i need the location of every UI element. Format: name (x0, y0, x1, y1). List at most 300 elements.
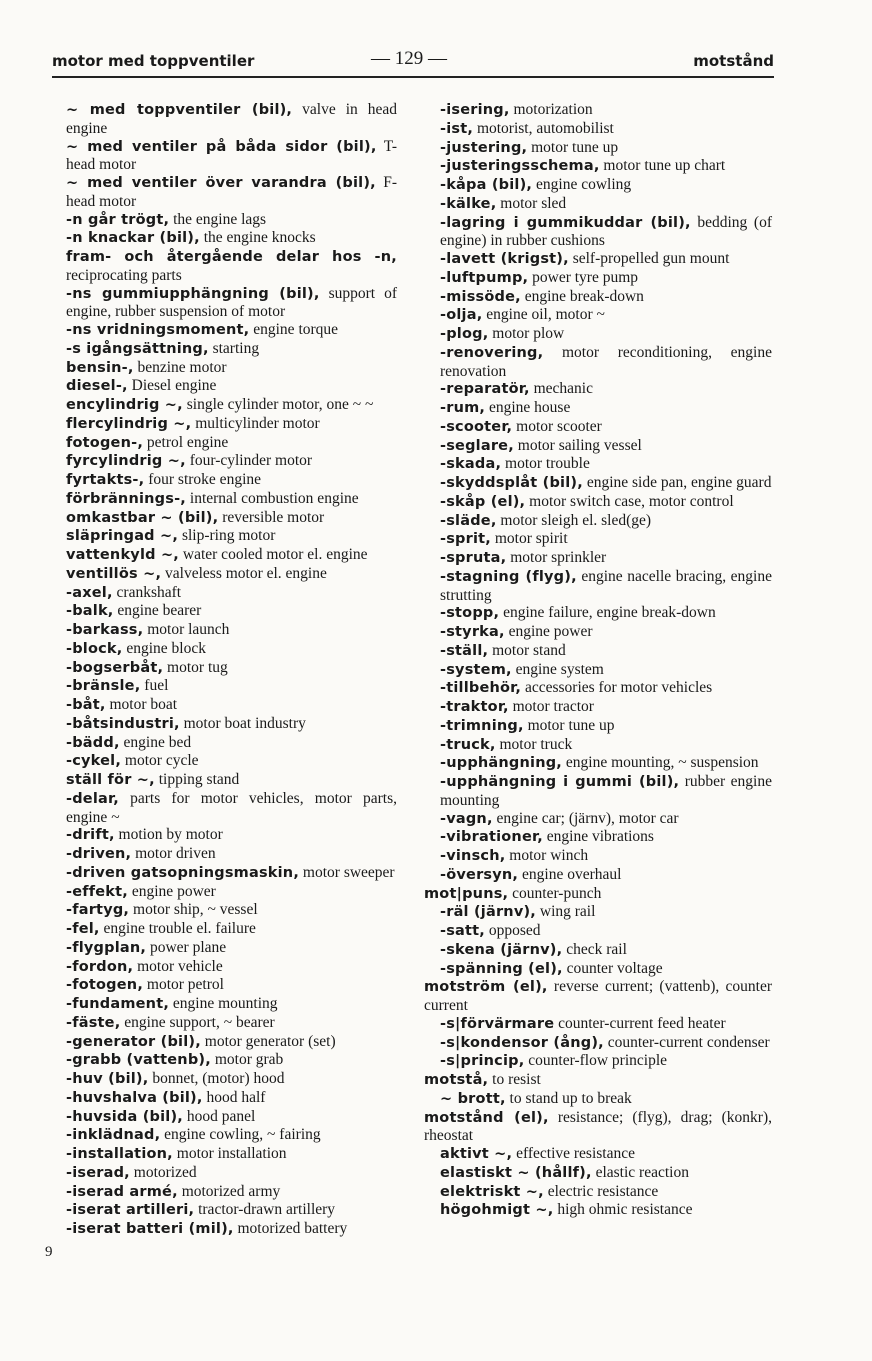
entry-translation: motor tune up chart (599, 157, 726, 175)
entry-translation: motor petrol (143, 976, 224, 994)
dictionary-entry (440, 922, 772, 941)
dictionary-entry (66, 248, 397, 285)
dictionary-entry (440, 437, 772, 456)
dictionary-entry (66, 359, 397, 378)
entry-term: flercylindrig ~, (66, 415, 192, 432)
entry-term: ~ brott, (440, 1090, 506, 1107)
entry-translation: electric resistance (543, 1182, 659, 1200)
entry-term: -truck, (440, 736, 496, 753)
entry-term: -justeringsschema, (440, 158, 600, 175)
dictionary-entry (440, 828, 772, 847)
entry-term: -huvshalva (bil), (66, 1089, 203, 1106)
entry-term: -reparatör, (440, 381, 530, 398)
entry-term: -huv (bil), (66, 1071, 149, 1087)
entry-term: -generator (bil), (66, 1033, 201, 1050)
entry-term: -driven, (66, 846, 132, 862)
page-header (52, 50, 774, 74)
entry-translation: counter-current condenser (603, 1033, 770, 1051)
dictionary-entry (440, 1090, 772, 1109)
entry-translation: engine failure, engine break-down (499, 604, 716, 622)
dictionary-entry (66, 1108, 397, 1127)
entry-term: ~ med ventiler över varandra (bil), (66, 175, 376, 191)
entry-term: -rum, (440, 400, 486, 416)
entry-translation: motor tune up (523, 716, 615, 734)
entry-term: motstånd (el), (424, 1109, 549, 1126)
dictionary-entry (440, 157, 772, 176)
entry-term: ~ med toppventiler (bil), (66, 102, 293, 118)
entry-term: ventillös ~, (66, 565, 162, 582)
entry-translation: starting (208, 339, 260, 357)
entry-term: högohmigt ~, (440, 1202, 554, 1219)
dictionary-entry (440, 549, 772, 568)
entry-term: aktivt ~, (440, 1146, 513, 1162)
entry-translation: reciprocating parts (66, 266, 182, 284)
dictionary-entry (66, 883, 397, 902)
entry-translation: motion by motor (114, 826, 223, 844)
entry-translation: engine power (504, 623, 593, 640)
entry-term: -fartyg, (66, 902, 130, 919)
entry-translation: wing rail (536, 903, 596, 921)
entry-term: ~ med ventiler på båda sidor (bil), (66, 138, 377, 155)
entry-term: -vinsch, (440, 848, 506, 864)
entry-translation: valveless motor el. engine (161, 564, 327, 582)
entry-translation: mechanic (529, 380, 593, 398)
dictionary-entry (440, 474, 772, 493)
entry-term: -skåp (el), (440, 493, 526, 510)
entry-term: -bränsle, (66, 678, 141, 695)
entry-translation: counter-current feed heater (554, 1014, 726, 1032)
dictionary-entry (66, 415, 397, 434)
entry-term: -s|princip, (440, 1053, 525, 1070)
entry-term: förbrännings-, (66, 490, 187, 507)
entry-translation: F-head motor (66, 174, 397, 210)
dictionary-entry (440, 604, 772, 623)
entry-translation: fuel (140, 677, 169, 695)
entry-translation: motor cycle (121, 752, 199, 770)
entry-term: -balk, (66, 603, 114, 620)
dictionary-entry (66, 527, 397, 546)
entry-translation: motor trouble (501, 455, 590, 473)
entry-term: -missöde, (440, 288, 521, 305)
entry-translation: support of engine, rubber suspension of motor (66, 284, 397, 321)
entry-term: -iserat artilleri, (66, 1202, 195, 1219)
entry-translation: counter-punch (508, 884, 602, 902)
dictionary-entry (440, 568, 772, 605)
dictionary-entry (66, 546, 397, 565)
dictionary-entry (440, 960, 772, 979)
dictionary-entry (66, 229, 397, 248)
entry-translation: counter voltage (562, 959, 663, 977)
dictionary-entry (66, 584, 397, 603)
entry-translation: engine overhaul (518, 865, 622, 883)
dictionary-entry (66, 452, 397, 471)
dictionary-entry (440, 810, 772, 829)
entry-term: -n går trögt, (66, 211, 170, 228)
dictionary-entry (440, 1052, 772, 1071)
dictionary-entry (66, 939, 397, 958)
dictionary-entry (440, 847, 772, 866)
dictionary-entry (440, 661, 772, 680)
entry-term: -fel, (66, 921, 100, 937)
entry-term: -skyddsplåt (bil), (440, 475, 583, 491)
entry-translation: motor launch (143, 621, 230, 638)
entry-translation: engine break-down (520, 287, 644, 305)
dictionary-entry (440, 288, 772, 307)
entry-translation: engine system (511, 660, 604, 678)
entry-translation: to stand up to break (505, 1089, 632, 1107)
dictionary-entry (424, 978, 772, 1015)
dictionary-entry (66, 509, 397, 528)
dictionary-entry (66, 1220, 397, 1239)
dictionary-entry (440, 717, 772, 736)
dictionary-entry (440, 1034, 772, 1053)
entry-term: -vagn, (440, 810, 493, 827)
entry-term: -sprit, (440, 531, 491, 548)
dictionary-entry (440, 512, 772, 531)
entry-translation: motor boat industry (179, 714, 306, 732)
entry-translation: the engine knocks (199, 229, 316, 247)
entry-term: elastiskt ~ (hållf), (440, 1164, 592, 1181)
entry-term: -stagning (flyg), (440, 568, 577, 585)
entry-translation: motor winch (505, 847, 589, 864)
entry-term: -styrka, (440, 624, 505, 640)
entry-term: -grabb (vattenb), (66, 1052, 211, 1069)
entry-term: -släde, (440, 512, 497, 529)
dictionary-entry (440, 380, 772, 399)
dictionary-entry (66, 677, 397, 696)
entry-term: -satt, (440, 923, 486, 939)
entry-translation: motor tractor (508, 698, 594, 715)
dictionary-entry (66, 771, 397, 790)
dictionary-entry (66, 602, 397, 621)
entry-term: -upphängning i gummi (bil), (440, 774, 680, 790)
dictionary-entry (440, 941, 772, 960)
entry-translation: slip-ring motor (178, 527, 276, 545)
entry-term: -båtsindustri, (66, 715, 180, 732)
dictionary-entry (440, 754, 772, 773)
entry-term: fyrtakts-, (66, 472, 145, 488)
entry-term: -flygplan, (66, 939, 147, 956)
entry-translation: the engine lags (169, 210, 267, 228)
dictionary-entry (440, 642, 772, 661)
dictionary-entry (66, 826, 397, 845)
entry-translation: high ohmic resistance (553, 1201, 693, 1219)
entry-translation: motor boat (105, 696, 178, 713)
entry-translation: motor truck (495, 735, 573, 753)
entry-translation: engine bed (119, 733, 192, 751)
entry-term: -räl (järnv), (440, 904, 537, 921)
entry-translation: petrol engine (143, 433, 229, 451)
entry-translation: engine mounting (169, 995, 278, 1012)
entry-term: encylindrig ~, (66, 397, 183, 413)
entry-translation: power plane (146, 938, 227, 956)
entry-translation: engine vibrations (542, 828, 654, 846)
entry-translation: motor vehicle (133, 957, 223, 975)
dictionary-entry (66, 434, 397, 453)
dictionary-entry (440, 139, 772, 158)
entry-term: -scooter, (440, 418, 513, 435)
entry-translation: reverse current; (vattenb), counter current (424, 978, 772, 1014)
entry-translation: engine support, ~ bearer (120, 1013, 275, 1031)
entry-term: -vibrationer, (440, 829, 543, 846)
entry-translation: motorized (129, 1163, 197, 1181)
dictionary-entry (66, 101, 397, 138)
entry-term: bensin-, (66, 359, 134, 376)
entry-term: -drift, (66, 827, 115, 844)
entry-term: fram- och återgående delar hos -n, (66, 249, 397, 265)
entry-translation: motor sleigh el. sled(ge) (496, 511, 652, 529)
entry-term: -stopp, (440, 605, 500, 622)
entry-term: -barkass, (66, 622, 144, 638)
entry-translation: engine torque (249, 321, 339, 338)
entry-translation: Diesel engine (127, 377, 217, 395)
entry-translation: crankshaft (112, 583, 182, 601)
entry-term: -n knackar (bil), (66, 230, 200, 247)
entry-translation: valve in head engine (66, 101, 397, 137)
entry-term: -lavett (krigst), (440, 251, 569, 267)
entry-term: -ställ, (440, 642, 489, 659)
entry-translation: engine nacelle bracing, engine strutting (440, 567, 772, 604)
entry-term: -olja, (440, 307, 483, 324)
dictionary-entry (440, 736, 772, 755)
entry-term: -trimning, (440, 717, 524, 734)
entry-term: -skena (järnv), (440, 941, 563, 958)
entry-term: släpringad ~, (66, 528, 179, 545)
entry-translation: engine trouble el. failure (99, 920, 256, 937)
dictionary-entry (66, 640, 397, 659)
entry-term: -upphängning, (440, 755, 563, 772)
dictionary-entry (440, 418, 772, 437)
entry-translation: motorization (509, 101, 593, 118)
dictionary-entry (440, 214, 772, 251)
entry-term: omkastbar ~ (bil), (66, 509, 219, 526)
dictionary-entry (66, 1033, 397, 1052)
dictionary-entry (66, 715, 397, 734)
entry-term: ställ för ~, (66, 772, 155, 788)
dictionary-entry (66, 565, 397, 584)
dictionary-entry (440, 773, 772, 810)
entry-term: -spänning (el), (440, 960, 563, 977)
dictionary-entry (66, 471, 397, 490)
entry-term: fyrcylindrig ~, (66, 453, 186, 470)
entry-term: -effekt, (66, 883, 128, 900)
entry-term: fotogen-, (66, 434, 144, 451)
entry-term: -skada, (440, 456, 502, 473)
dictionary-entry (66, 845, 397, 864)
entry-translation: single cylinder motor, one ~ ~ (182, 396, 374, 413)
header-right-guideword: motstånd (693, 52, 774, 70)
dictionary-entry (66, 138, 397, 175)
entry-term: -ist, (440, 120, 474, 137)
dictionary-entry (440, 120, 772, 139)
entry-term: -kåpa (bil), (440, 177, 533, 193)
entry-term: -översyn, (440, 866, 519, 883)
entry-term: motström (el), (424, 979, 548, 996)
entry-translation: accessories for motor vehicles (521, 679, 713, 697)
dictionary-entry (66, 621, 397, 640)
dictionary-entry (66, 174, 397, 211)
dictionary-entry (440, 269, 772, 288)
entry-translation: hood half (202, 1088, 266, 1106)
entry-term: elektriskt ~, (440, 1183, 544, 1200)
dictionary-entry (66, 696, 397, 715)
entry-translation: motor generator (set) (200, 1032, 336, 1050)
entry-translation: motor ship, ~ vessel (129, 901, 258, 919)
dictionary-entry (66, 1051, 397, 1070)
entry-translation: bedding (of engine) in rubber cushions (440, 213, 772, 250)
entry-term: -ns vridningsmoment, (66, 322, 250, 338)
entry-translation: hood panel (183, 1107, 256, 1125)
entry-translation: motor driven (131, 845, 216, 862)
entry-translation: T-head motor (66, 137, 397, 174)
dictionary-entry (66, 901, 397, 920)
entry-translation: reversible motor (218, 508, 325, 526)
entry-translation: engine cowling, ~ fairing (160, 1126, 321, 1144)
dictionary-entry (66, 377, 397, 396)
dictionary-entry (440, 1164, 772, 1183)
entry-translation: engine block (122, 639, 206, 657)
entry-translation: rubber engine mounting (440, 773, 772, 809)
entry-term: -s|förvärmare (440, 1015, 555, 1032)
entry-translation: to resist (488, 1071, 541, 1088)
dictionary-entry (66, 1164, 397, 1183)
entry-translation: internal combustion engine (186, 489, 359, 507)
entry-translation: motor sailing vessel (513, 436, 642, 454)
entry-term: mot|puns, (424, 885, 509, 902)
entry-translation: motor installation (172, 1145, 287, 1162)
entry-translation: motor tug (163, 658, 228, 676)
entry-translation: motor stand (488, 641, 566, 659)
dictionary-entry (424, 1071, 772, 1090)
dictionary-entry (440, 866, 772, 885)
entry-translation: tipping stand (154, 771, 240, 788)
entry-term: -installation, (66, 1146, 173, 1162)
dictionary-entry (440, 176, 772, 195)
right-column (424, 101, 772, 1220)
dictionary-entry (66, 976, 397, 995)
dictionary-entry (424, 885, 772, 904)
entry-translation: counter-flow principle (524, 1052, 668, 1070)
dictionary-entry (440, 306, 772, 325)
entry-term: -fäste, (66, 1014, 121, 1031)
entry-translation: four stroke engine (144, 471, 262, 488)
entry-translation: engine house (485, 399, 571, 416)
signature-mark: 9 (45, 1244, 53, 1260)
entry-translation: engine side pan, engine guard (582, 474, 772, 491)
dictionary-entry (66, 211, 397, 230)
entry-translation: four-cylinder motor (185, 452, 313, 470)
dictionary-entry (424, 1109, 772, 1146)
entry-translation: engine oil, motor ~ (482, 306, 605, 324)
entry-term: -axel, (66, 584, 113, 601)
dictionary-entry (66, 920, 397, 939)
entry-translation: motorized army (177, 1182, 281, 1200)
entry-term: -båt, (66, 697, 106, 713)
dictionary-entry (66, 1014, 397, 1033)
dictionary-entry (440, 623, 772, 642)
dictionary-entry (66, 285, 397, 322)
dictionary-entry (440, 344, 772, 381)
entry-translation: motor sled (496, 194, 567, 212)
entry-term: -luftpump, (440, 269, 529, 286)
entry-term: -lagring i gummikuddar (bil), (440, 214, 691, 231)
dictionary-entry (440, 195, 772, 214)
entry-term: -renovering, (440, 344, 544, 361)
entry-translation: multicylinder motor (191, 414, 320, 432)
dictionary-entry (66, 1070, 397, 1089)
dictionary-entry (66, 490, 397, 509)
entry-term: -iserad armé, (66, 1183, 178, 1200)
entry-term: -ns gummiupphängning (bil), (66, 285, 320, 302)
entry-translation: effective resistance (512, 1145, 636, 1162)
header-left-guideword: motor med toppventiler (52, 52, 255, 70)
entry-translation: self-propelled gun mount (568, 250, 730, 267)
dictionary-entry (440, 1183, 772, 1202)
entry-translation: motor sweeper (299, 863, 395, 881)
dictionary-entry (440, 530, 772, 549)
dictionary-entry (66, 1126, 397, 1145)
entry-translation: motor tune up (527, 138, 619, 156)
entry-term: -fundament, (66, 996, 170, 1012)
dictionary-entry (440, 250, 772, 269)
entry-term: diesel-, (66, 378, 128, 395)
entry-translation: motor grab (210, 1051, 284, 1069)
dictionary-entry (440, 455, 772, 474)
entry-term: -cykel, (66, 753, 122, 770)
entry-term: -traktor, (440, 699, 509, 715)
entry-translation: tractor-drawn artillery (194, 1201, 336, 1219)
entry-term: -plog, (440, 326, 489, 342)
entry-term: -delar, (66, 790, 119, 807)
left-column (66, 101, 397, 1239)
entry-translation: motorist, automobilist (473, 119, 614, 137)
entry-translation: bonnet, (motor) hood (148, 1070, 285, 1087)
entry-term: -isering, (440, 102, 510, 118)
entry-term: -bogserbåt, (66, 659, 164, 676)
entry-translation: engine car; (järnv), motor car (492, 809, 679, 827)
entry-term: -seglare, (440, 437, 514, 454)
entry-translation: motor plow (488, 325, 565, 342)
dictionary-entry (440, 325, 772, 344)
dictionary-entry (440, 1015, 772, 1034)
entry-term: -s igångsättning, (66, 340, 209, 357)
entry-translation: engine power (128, 882, 216, 900)
dictionary-entry (66, 340, 397, 359)
dictionary-entry (66, 396, 397, 415)
dictionary-entry (66, 958, 397, 977)
dictionary-entry (66, 995, 397, 1014)
dictionary-entry (66, 1145, 397, 1164)
dictionary-entry (66, 1183, 397, 1202)
entry-translation: motor scooter (512, 417, 602, 435)
entry-term: -s|kondensor (ång), (440, 1034, 604, 1051)
entry-translation: benzine motor (133, 358, 227, 376)
dictionary-entry (66, 864, 397, 883)
dictionary-entry (66, 1089, 397, 1108)
dictionary-entry (440, 1201, 772, 1220)
dictionary-entry (66, 734, 397, 753)
dictionary-entry (66, 790, 397, 827)
entry-translation: engine cowling (532, 176, 632, 193)
dictionary-entry (66, 752, 397, 771)
header-rule (52, 76, 774, 78)
dictionary-entry (440, 698, 772, 717)
entry-term: -driven gatsopningsmaskin, (66, 864, 300, 881)
entry-term: -huvsida (bil), (66, 1108, 184, 1125)
entry-term: motstå, (424, 1072, 489, 1088)
entry-term: -iserat batteri (mil), (66, 1221, 234, 1237)
entry-term: vattenkyld ~, (66, 547, 180, 563)
